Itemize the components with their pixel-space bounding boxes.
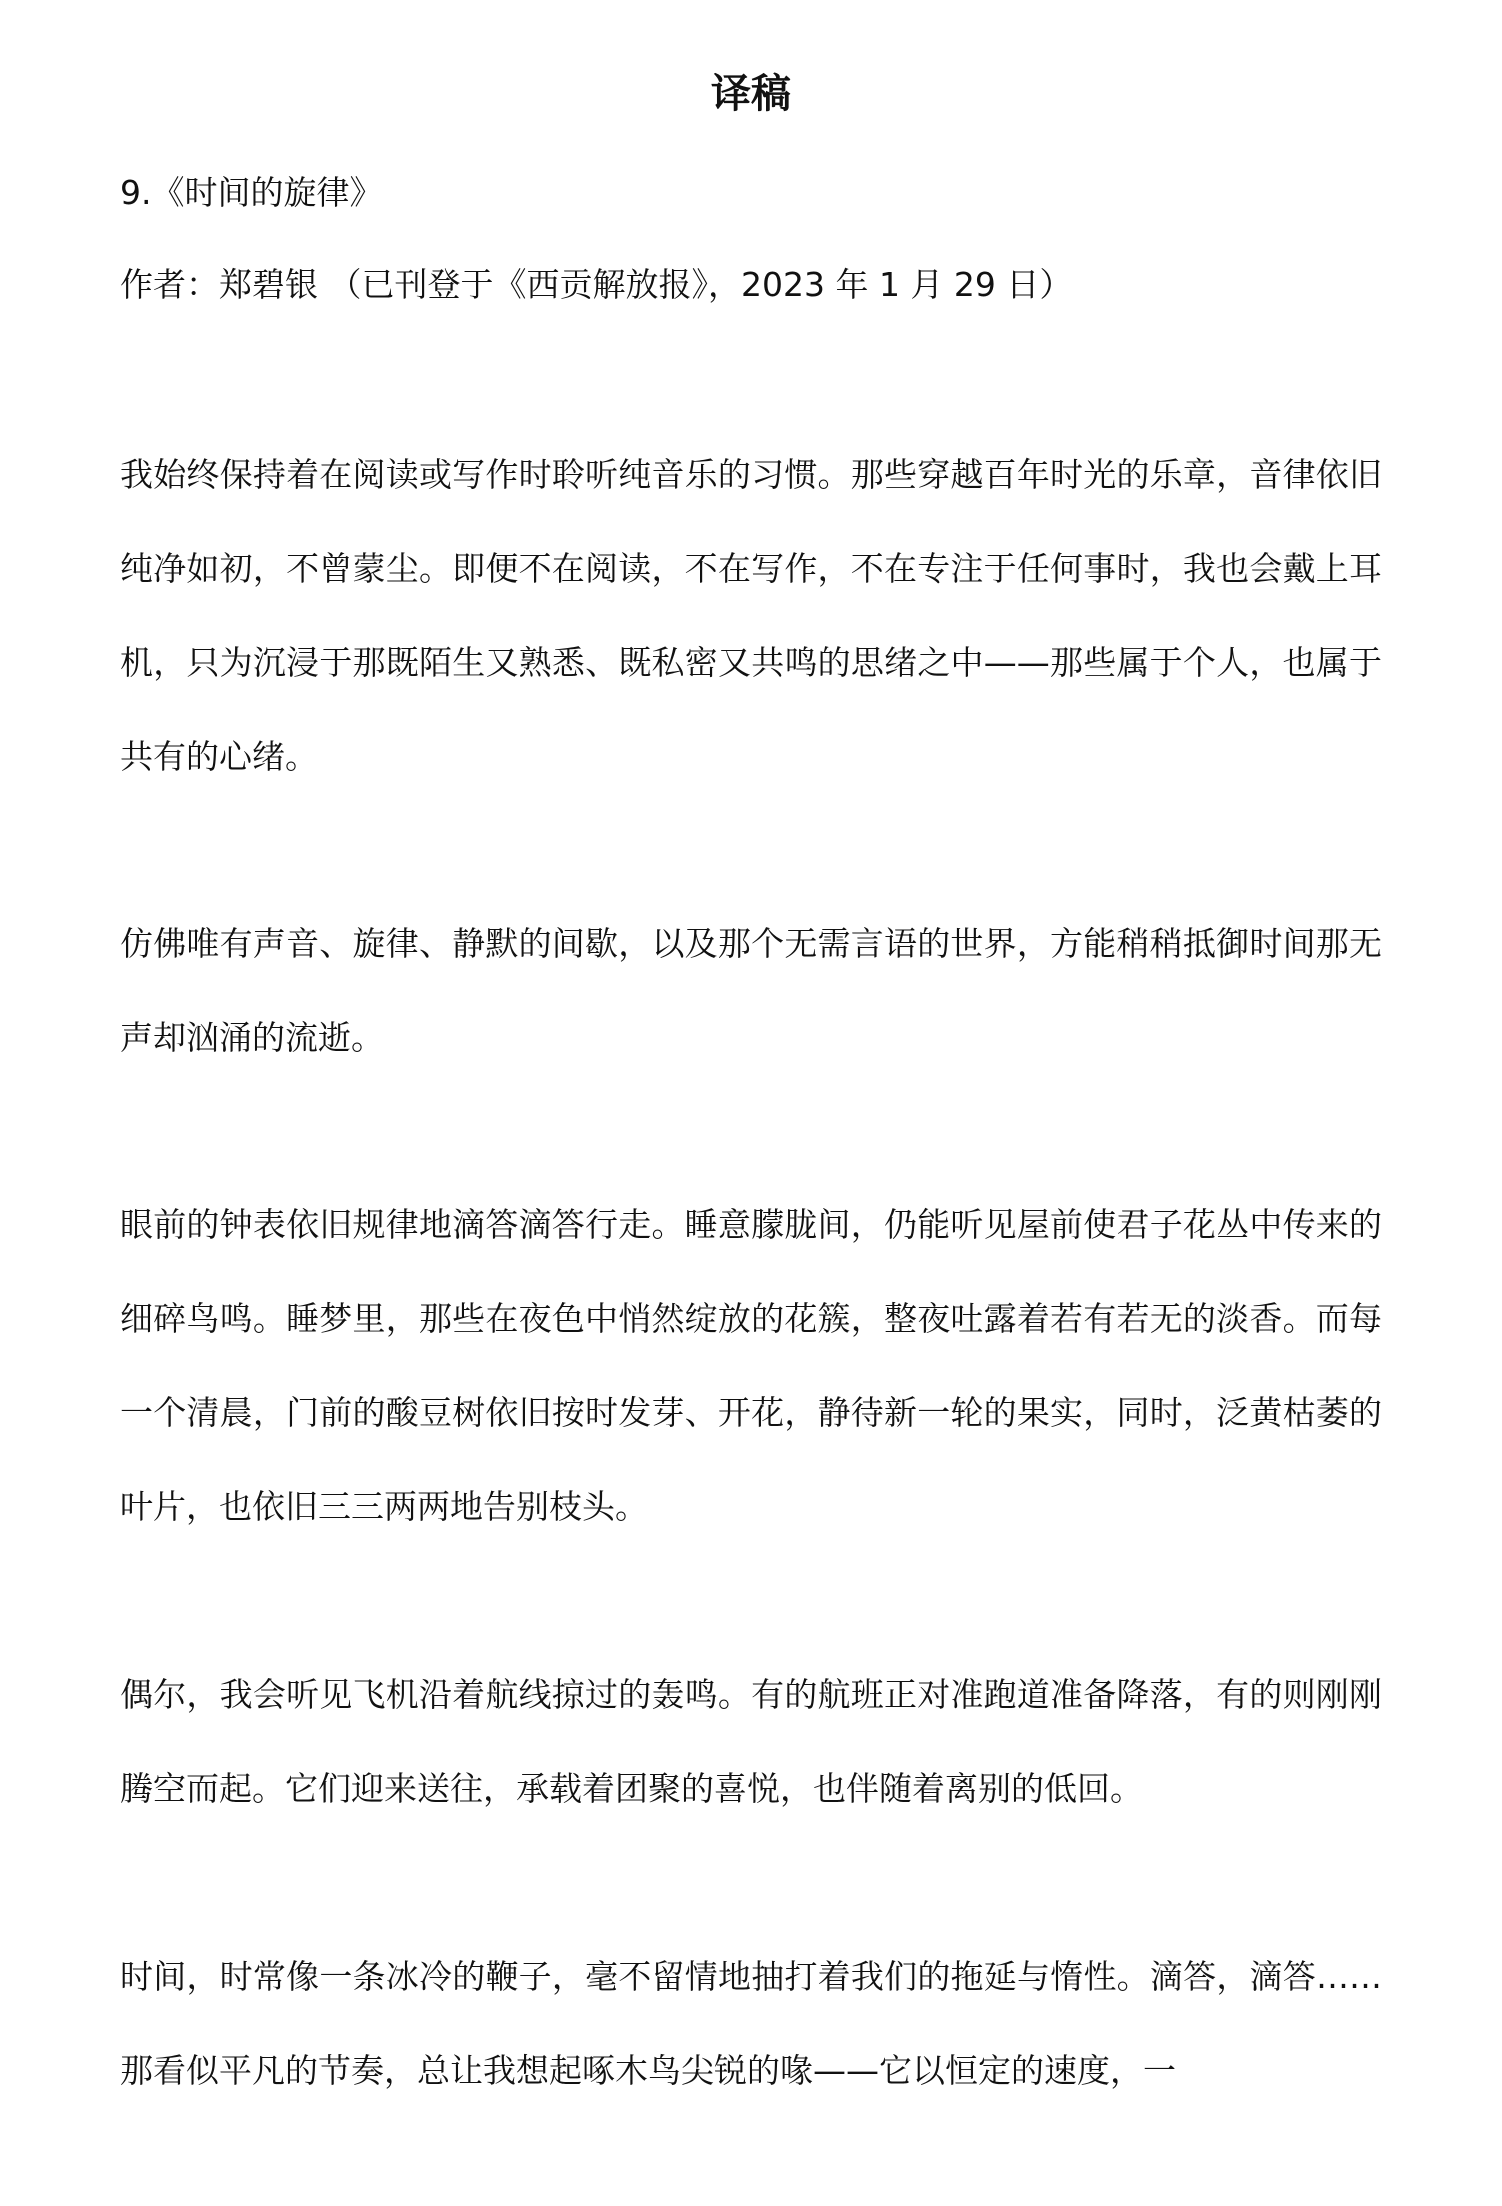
paragraph-5: 时间，时常像一条冰冷的鞭子，毫不留情地抽打着我们的拖延与惰性。滴答，滴答……那看似平凡的节奏，总让我想起啄木鸟尖锐的喙——它以恒定的速度，一 <box>120 1957 1382 2090</box>
document-title: 译稿 <box>711 71 791 117</box>
paragraph-2: 仿佛唯有声音、旋律、静默的间歇，以及那个无需言语的世界，方能稍稍抵御时间那无声却汹涌的流逝。 <box>120 924 1382 1057</box>
paragraph-1: 我始终保持着在阅读或写作时聆听纯音乐的习惯。那些穿越百年时光的乐章，音律依旧纯净如初，不曾蒙尘。即便不在阅读，不在写作，不在专注于任何事时，我也会戴上耳机，只为沉浸于那既陌生又熟悉、既私密又共鸣的思绪之中——那些属于个人，也属于共有的心绪。 <box>120 455 1382 776</box>
author-line: 作者：郑碧银 （已刊登于《西贡解放报》，2023 年 1 月 29 日） <box>120 265 1073 304</box>
paragraph-3: 眼前的钟表依旧规律地滴答滴答行走。睡意朦胧间，仍能听见屋前使君子花丛中传来的细碎鸟鸣。睡梦里，那些在夜色中悄然绽放的花簇，整夜吐露着若有若无的淡香。而每一个清晨，门前的酸豆树依旧按时发芽、开花，静待新一轮的果实，同时，泛黄枯萎的叶片，也依旧三三两两地告别枝头。 <box>120 1205 1382 1526</box>
article-number-title: 9.《时间的旋律》 <box>120 173 383 212</box>
paragraph-4: 偶尔，我会听见飞机沿着航线掠过的轰鸣。有的航班正对准跑道准备降落，有的则刚刚腾空而起。它们迎来送往，承载着团聚的喜悦，也伴随着离别的低回。 <box>120 1675 1382 1808</box>
